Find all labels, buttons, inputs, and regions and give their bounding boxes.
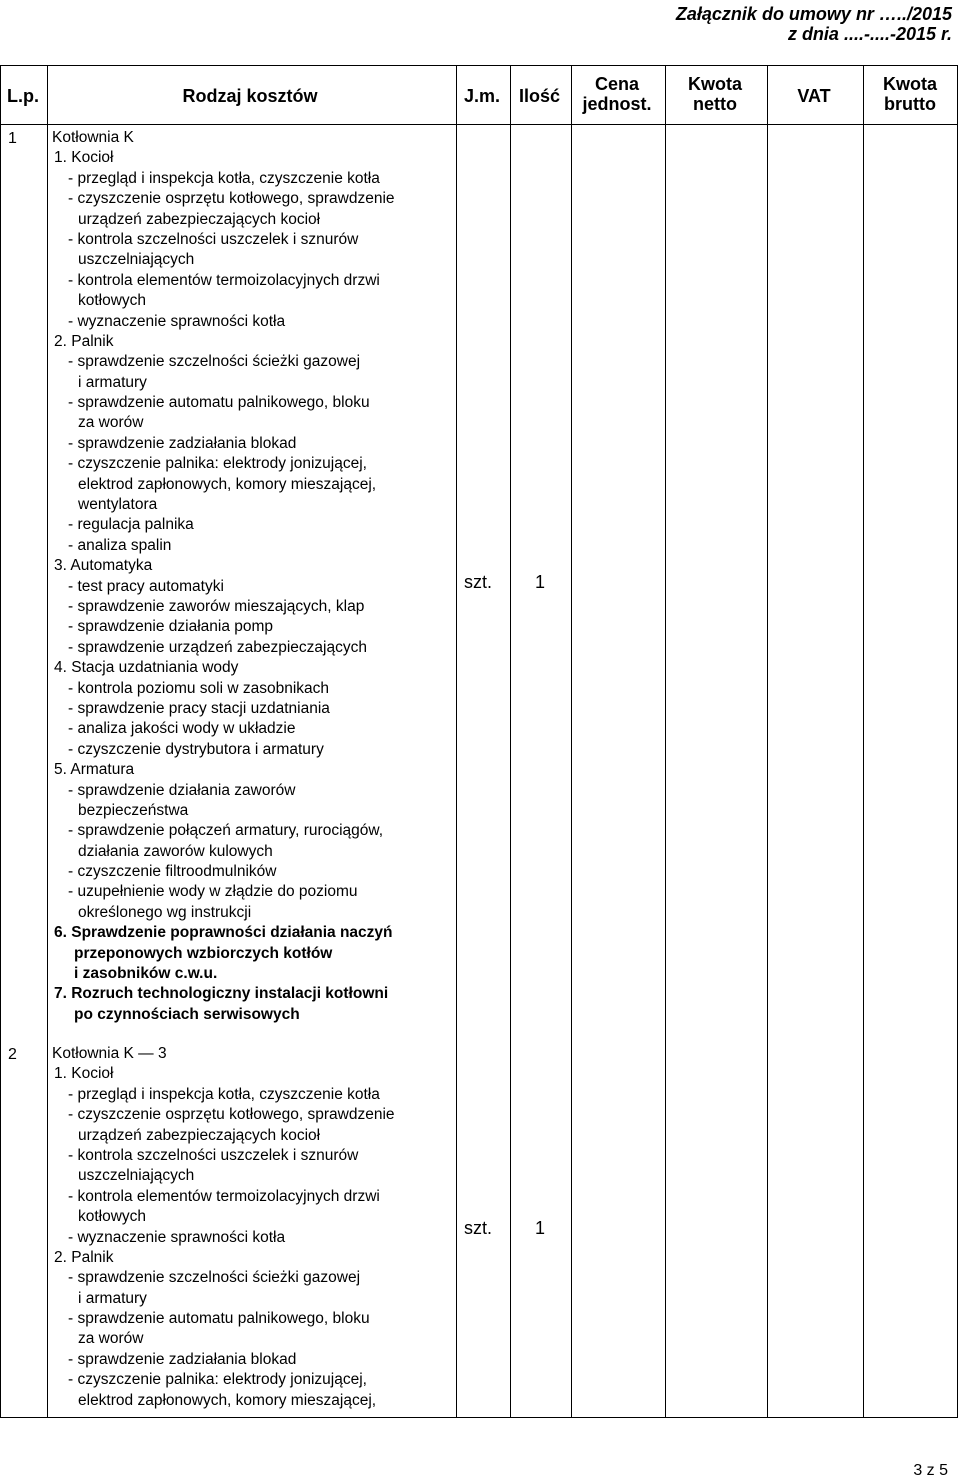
description-line: - sprawdzenie urządzeń zabezpieczających	[68, 638, 367, 656]
header-lp: L.p.	[7, 86, 39, 106]
header-jm: J.m.	[463, 86, 501, 106]
header-vat: VAT	[797, 86, 831, 106]
header-netto-l2: netto	[693, 94, 737, 114]
col-divider-jm	[510, 66, 511, 1417]
description-line: urządzeń zabezpieczających kocioł	[78, 1126, 321, 1144]
description-line: - sprawdzenie zadziałania blokad	[68, 1350, 297, 1368]
description-line: po czynnościach serwisowych	[74, 1005, 300, 1023]
description-line: - test pracy automatyki	[68, 577, 224, 595]
description-line: 5. Armatura	[54, 761, 135, 779]
header-cena	[570, 74, 664, 114]
description-line: elektrod zapłonowych, komory mieszającej,	[78, 1391, 377, 1409]
description-line: urządzeń zabezpieczających kocioł	[78, 210, 321, 228]
description-line: - kontrola szczelności uszczelek i sznurów	[68, 230, 359, 248]
description-line: - sprawdzenie połączeń armatury, rurociągów,	[68, 822, 384, 840]
row-2-lp: 2	[8, 1046, 17, 1063]
description-line: - sprawdzenie działania zaworów	[68, 781, 296, 799]
description-line: kotłowych	[78, 292, 147, 310]
col-divider-cena	[665, 66, 666, 1417]
description-line: 2. Palnik	[54, 1248, 114, 1266]
description-line: za worów	[78, 414, 144, 432]
description-line: określonego wg instrukcji	[78, 903, 252, 921]
description-line: - wyznaczenie sprawności kotła	[68, 312, 286, 330]
description-line: 1. Kocioł	[54, 1065, 114, 1083]
description-line: 1. Kocioł	[54, 149, 114, 167]
description-line: 3. Automatyka	[54, 557, 153, 575]
description-line: 6. Sprawdzenie poprawności działania naczyń	[54, 924, 393, 942]
header-netto	[664, 74, 766, 114]
description-line: uszczelniających	[78, 1167, 195, 1185]
description-line: uszczelniających	[78, 251, 195, 269]
row-1-qty: 1	[535, 572, 546, 592]
description-line: kotłowych	[78, 1208, 147, 1226]
description-line: - wyznaczenie sprawności kotła	[68, 1228, 286, 1246]
description-line: - sprawdzenie zaworów mieszających, klap	[68, 597, 365, 615]
description-line: - kontrola poziomu soli w zasobnikach	[68, 679, 330, 697]
description-line: - sprawdzenie szczelności ścieżki gazowej	[68, 1269, 361, 1287]
header-ilosc: Ilość	[518, 86, 561, 106]
description-line: działania zaworów kulowych	[78, 842, 273, 860]
header-brutto	[862, 74, 958, 114]
description-line: - sprawdzenie pracy stacji uzdatniania	[68, 699, 330, 717]
col-divider-vat	[863, 66, 864, 1417]
description-line: - czyszczenie palnika: elektrody jonizującej,	[68, 455, 367, 473]
description-line: - przegląd i inspekcja kotła, czyszczenie kotła	[68, 1085, 380, 1103]
description-line: - sprawdzenie działania pomp	[68, 618, 274, 636]
description-line: za worów	[78, 1330, 144, 1348]
description-line: 7. Rozruch technologiczny instalacji kotłowni	[54, 985, 389, 1003]
description-line: wentylatora	[78, 496, 158, 514]
row-1-description	[52, 128, 395, 1025]
description-line: - sprawdzenie szczelności ścieżki gazowej	[68, 353, 361, 371]
description-line: - sprawdzenie automatu palnikowego, bloku	[68, 394, 370, 412]
row-2-description	[52, 1044, 395, 1411]
description-line: - kontrola szczelności uszczelek i sznurów	[68, 1146, 359, 1164]
header-rodzaj: Rodzaj kosztów	[182, 86, 318, 106]
description-line: - sprawdzenie automatu palnikowego, bloku	[68, 1310, 370, 1328]
description-line: 2. Palnik	[54, 332, 114, 350]
description-line: - czyszczenie dystrybutora i armatury	[68, 740, 324, 758]
description-line: i armatury	[78, 1289, 147, 1307]
annex-title: Załącznik do umowy nr …../2015	[675, 4, 952, 24]
description-line: - regulacja palnika	[68, 516, 194, 534]
row-1-lp: 1	[8, 130, 17, 147]
header-netto-l1: Kwota	[688, 74, 742, 94]
row-2-jm: szt.	[464, 1218, 493, 1238]
description-line: - uzupełnienie wody w złądzie do poziomu	[68, 883, 358, 901]
description-line: - czyszczenie palnika: elektrody jonizującej,	[68, 1371, 367, 1389]
description-line: elektrod zapłonowych, komory mieszającej,	[78, 475, 377, 493]
description-line: 4. Stacja uzdatniania wody	[54, 659, 239, 677]
row-2-qty: 1	[535, 1218, 546, 1238]
description-line: - czyszczenie osprzętu kotłowego, sprawdzenie	[68, 1106, 395, 1124]
description-line: - czyszczenie osprzętu kotłowego, sprawdzenie	[68, 190, 395, 208]
header-brutto-l1: Kwota	[883, 74, 937, 94]
description-line: - analiza jakości wody w układzie	[68, 720, 296, 738]
header-separator	[1, 124, 957, 125]
description-line: Kotłownia K	[52, 129, 134, 146]
col-divider-ilosc	[571, 66, 572, 1417]
col-divider-lp	[47, 66, 48, 1417]
description-line: - analiza spalin	[68, 536, 172, 554]
description-line: i zasobników c.w.u.	[74, 965, 218, 983]
col-divider-netto	[767, 66, 768, 1417]
description-line: bezpieczeństwa	[78, 801, 189, 819]
description-line: - czyszczenie filtroodmulników	[68, 863, 277, 881]
description-line: - sprawdzenie zadziałania blokad	[68, 434, 297, 452]
row-1-jm: szt.	[464, 572, 493, 592]
col-divider-rodzaj	[456, 66, 457, 1417]
description-line: Kotłownia K — 3	[52, 1045, 167, 1062]
header-brutto-l2: brutto	[884, 94, 936, 114]
description-line: - przegląd i inspekcja kotła, czyszczenie kotła	[68, 169, 380, 187]
page-number: 3 z 5	[913, 1462, 948, 1479]
annex-date: z dnia ....-....-2015 r.	[787, 24, 952, 44]
description-line: - kontrola elementów termoizolacyjnych drzwi	[68, 271, 380, 289]
header-cena-l2: jednost.	[582, 94, 652, 114]
description-line: - kontrola elementów termoizolacyjnych drzwi	[68, 1187, 380, 1205]
description-line: przeponowych wzbiorczych kotłów	[74, 944, 333, 962]
description-line: i armatury	[78, 373, 147, 391]
header-cena-l1: Cena	[594, 74, 639, 94]
